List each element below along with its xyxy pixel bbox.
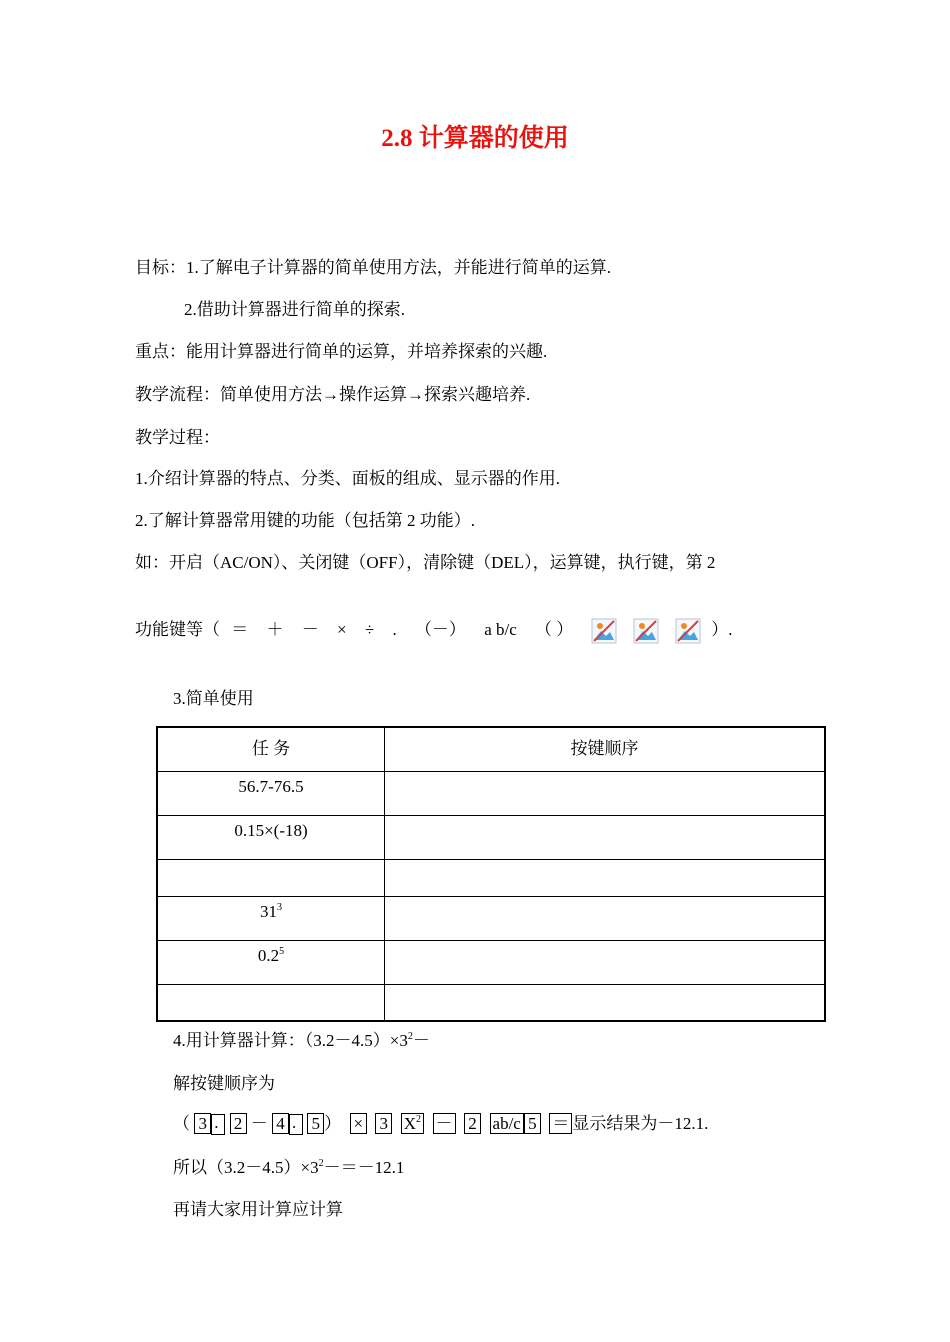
seq-key-4: 4 <box>272 1113 289 1134</box>
seq-key-5b: 5 <box>524 1113 541 1134</box>
task-table <box>156 726 826 1022</box>
table-row <box>157 940 825 984</box>
task-exponent: 5 <box>279 945 285 957</box>
goal-line-2: 2.借助计算器进行简单的探索. <box>184 300 405 319</box>
task-cell <box>157 984 385 1021</box>
step-1: 1.介绍计算器的特点、分类、面板的组成、显示器的作用. <box>135 469 560 488</box>
seq-key-equals: ＝ <box>549 1113 572 1134</box>
keys-cell <box>385 940 826 984</box>
keys-cell <box>385 984 826 1021</box>
header-task: 任 务 <box>157 727 385 771</box>
page-title: 2.8 计算器的使用 <box>381 125 569 152</box>
focus-line: 重点：能用计算器进行简单的运算，并培养探索的兴趣. <box>135 342 548 361</box>
table-row <box>157 984 825 1021</box>
key-negative: （－） <box>414 619 466 639</box>
key-sequence-line <box>173 1113 708 1135</box>
seq-open-paren: （ <box>173 1114 190 1133</box>
task-exponent: 3 <box>277 901 282 913</box>
seq-result: 显示结果为－12.1. <box>572 1114 709 1133</box>
func-prefix: 功能键等（ <box>135 619 220 639</box>
seq-key-2: 2 <box>230 1113 247 1134</box>
step-3: 3.简单使用 <box>173 689 254 708</box>
seq-key-5: 5 <box>307 1113 324 1134</box>
flow-line: 教学流程：简单使用方法→操作运算→探索兴趣培养. <box>135 385 531 404</box>
seq-key-3: 3 <box>194 1113 211 1134</box>
step-4-prefix: 4.用计算器计算：（3.2－4.5）×3 <box>173 1031 408 1050</box>
broken-image-icon <box>675 618 701 644</box>
x2-base: X <box>403 1114 417 1133</box>
seq-key-fraction: ab/c <box>490 1113 524 1134</box>
task-cell: 0.15×(-18) <box>157 815 385 859</box>
example-line: 如：开启（AC/ON）、关闭键（OFF），清除键（DEL），运算键，执行键，第 2 <box>135 553 716 572</box>
seq-close-paren: ） <box>324 1114 342 1133</box>
key-equals: ＝ <box>231 619 249 639</box>
table-row <box>157 896 825 940</box>
keys-cell <box>385 896 826 940</box>
key-plus: ＋ <box>266 619 284 639</box>
seq-key-dot: . <box>211 1114 225 1135</box>
solve-label: 解按键顺序为 <box>173 1074 275 1093</box>
so-suffix: －＝－12.1 <box>323 1158 405 1177</box>
table-row <box>157 771 825 815</box>
task-cell <box>157 859 385 896</box>
key-dot: . <box>392 619 397 639</box>
task-cell <box>157 896 385 940</box>
table-header-row <box>157 727 825 771</box>
broken-image-icon <box>633 618 659 644</box>
task-base: 0.2 <box>257 945 280 965</box>
header-keys: 按键顺序 <box>385 727 826 771</box>
so-exponent: 2 <box>318 1158 324 1169</box>
seq-key-x-squared <box>401 1113 424 1134</box>
seq-key-2b: 2 <box>464 1113 481 1134</box>
goal-line-1: 目标：1.了解电子计算器的简单使用方法，并能进行简单的运算. <box>135 258 611 277</box>
keys-cell <box>385 771 826 815</box>
step-2: 2.了解计算器常用键的功能（包括第 2 功能）. <box>135 511 475 530</box>
process-heading: 教学过程： <box>135 428 220 447</box>
key-fraction: a b/c <box>484 619 517 639</box>
table-row <box>157 815 825 859</box>
seq-key-dot: . <box>289 1114 303 1135</box>
step-4 <box>173 1030 430 1052</box>
seq-key-3b: 3 <box>375 1113 392 1134</box>
so-prefix: 所以（3.2－4.5）×3 <box>173 1158 319 1177</box>
x2-exponent: 2 <box>416 1114 422 1125</box>
task-base: 31 <box>260 901 277 921</box>
conclusion-line <box>173 1157 404 1179</box>
task-cell <box>157 940 385 984</box>
broken-image-icon <box>591 618 617 644</box>
step-4-suffix: － <box>412 1031 430 1050</box>
key-divide: ÷ <box>364 619 375 639</box>
key-parentheses: （ ） <box>535 619 574 639</box>
key-minus: － <box>301 619 319 639</box>
keys-cell <box>385 859 826 896</box>
table-row <box>157 859 825 896</box>
function-keys-line <box>135 618 733 644</box>
task-cell: 56.7-76.5 <box>157 771 385 815</box>
func-suffix: ）. <box>711 619 733 639</box>
keys-cell <box>385 815 826 859</box>
seq-minus: － <box>250 1114 268 1133</box>
step-4-exponent: 2 <box>407 1031 413 1042</box>
seq-key-minus: － <box>433 1113 456 1134</box>
key-times: × <box>337 619 347 639</box>
seq-key-times: × <box>350 1113 367 1134</box>
closing-line: 再请大家用计算应计算 <box>173 1200 343 1219</box>
